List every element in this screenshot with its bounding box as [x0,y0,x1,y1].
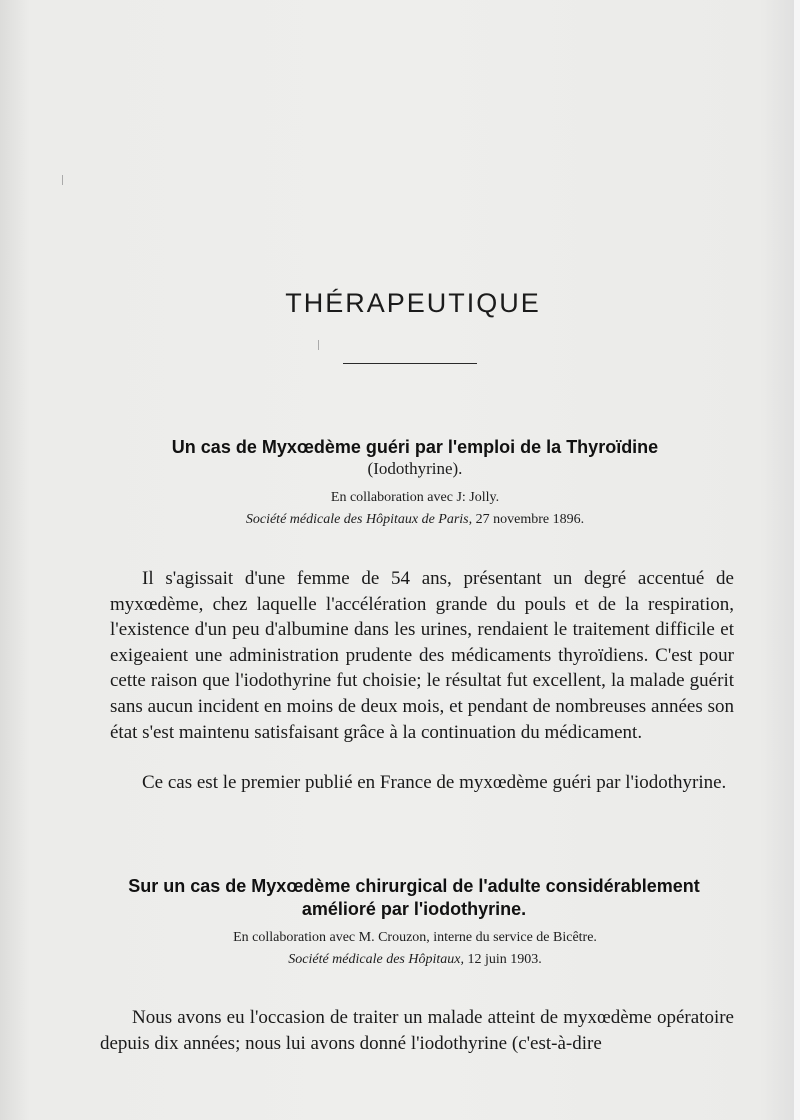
section-title: THÉRAPEUTIQUE [285,288,541,318]
title-rule [343,363,477,364]
article2-source [90,952,740,968]
page-edge [794,0,800,1120]
article2-title: Sur un cas de Myxœdème chirurgical de l'adulte considérablement amélioré par l'iodothyrine. [128,876,700,919]
article1-subtitle: (Iodothyrine). [367,459,463,478]
article2-paragraph-1: Nous avons eu l'occasion de traiter un malade atteint de myxœdème opératoire depuis dix années; nous lui avons donné l'iodothyrine (c'est-à-dire [100,1007,734,1054]
article1-paragraph-2: Ce cas est le premier publié en France de myxœdème guéri par l'iodothyrine. [142,772,727,793]
scan-mark [318,340,319,350]
article1-source-date: 27 novembre 1896. [475,512,585,527]
article2-source-journal: Société médicale des Hôpitaux, [288,952,464,967]
article1-paragraph-1: Il s'agissait d'une femme de 54 ans, présentant un degré accentué de myxœdème, chez laquelle l'accélération grande du pouls et de la respiration, l'existence d'un peu d'albumine dans les urines, rendaient le traitement difficile et exigeaient une administration prudente des médicaments thyroïdiens. C'est pour cette raison que l'iodothyrine fut choisie; le résultat fut excellent, la malade guérit sans aucun incident en moins de deux mois, et pendant de nombreuses années son état s'est maintenu satisfaisant grâce à la continuation du médicament. [110,568,734,743]
article1-source [100,512,730,528]
article1-collaboration: En collaboration avec J: Jolly. [330,490,500,505]
article1-source-journal: Société médicale des Hôpitaux de Paris, [245,512,473,527]
article2-source-date: 12 juin 1903. [467,952,542,967]
article1-title: Un cas de Myxœdème guéri par l'emploi de la Thyroïdine [171,437,659,457]
scan-mark [62,175,63,185]
article2-collaboration: En collaboration avec M. Crouzon, interne du service de Bicêtre. [233,930,597,945]
